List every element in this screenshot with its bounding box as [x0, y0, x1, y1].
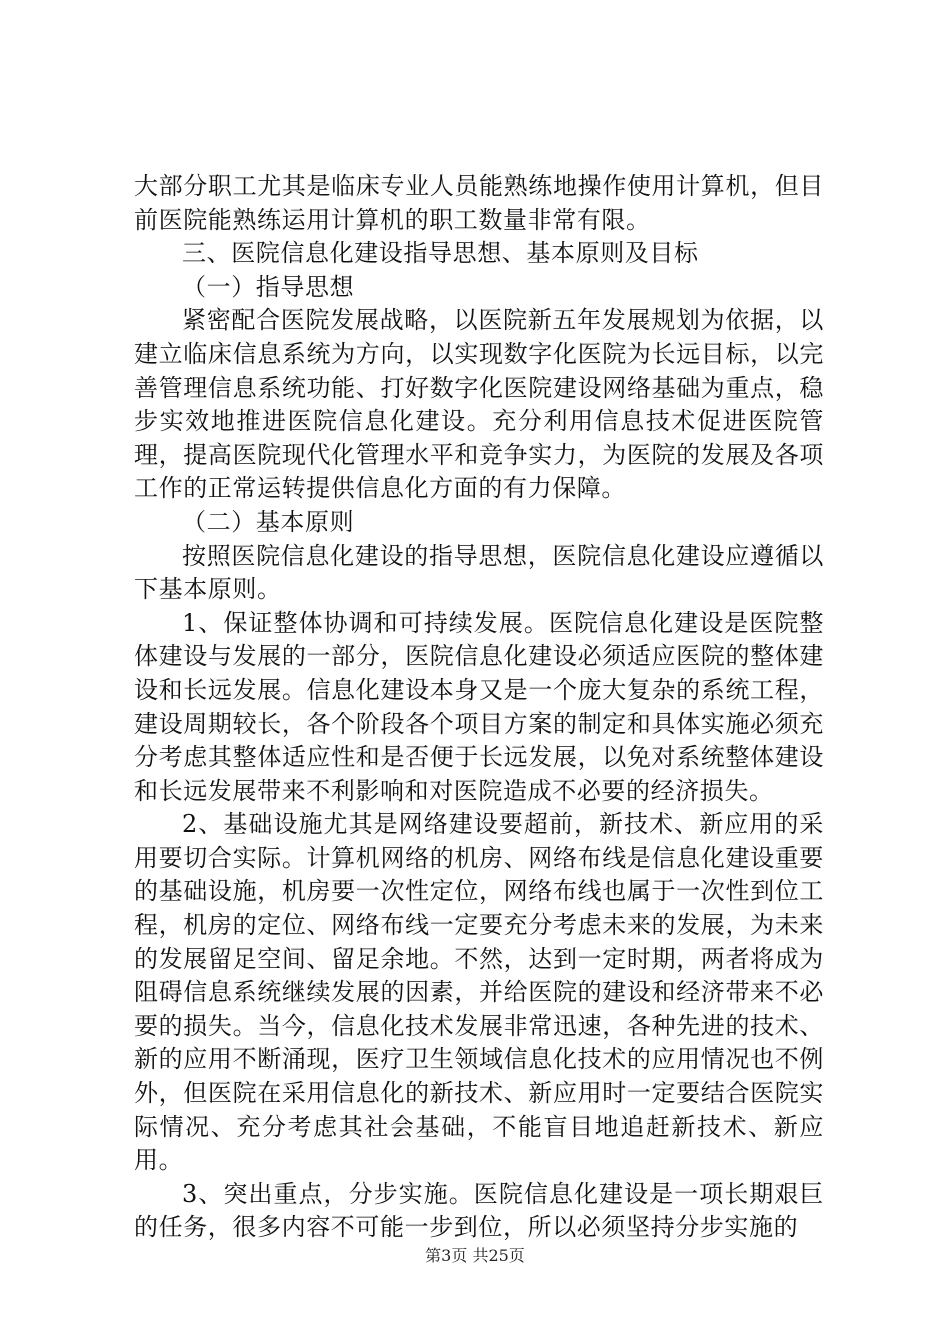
paragraph-principle-1: 1、保证整体协调和可持续发展。医院信息化建设是医院整体建设与发展的一部分，医院信息化建设必须适应医院的整体建设和长远发展。信息化建设本身又是一个庞大复杂的系统工程，建设周期较长，各个阶段各个项目方案的制定和具体实施必须充分考虑其整体适应性和是否便于长远发展，以免对系统整体建设和长远发展带来不利影响和对医院造成不必要的经济损失。	[134, 608, 824, 805]
paragraph-principle-2: 2、基础设施尤其是网络建设要超前，新技术、新应用的采用要切合实际。计算机网络的机房、网络布线是信息化建设重要的基础设施，机房要一次性定位，网络布线也属于一次性到位工程，机房的定位、网络布线一定要充分考虑未来的发展，为未来的发展留足空间、留足余地。不然，达到一定时期，两者将成为阻碍信息系统继续发展的因素，并给医院的建设和经济带来不必要的损失。当今，信息化技术发展非常迅速，各种先进的技术、新的应用不断涌现，医疗卫生领域信息化技术的应用情况也不例外，但医院在采用信息化的新技术、新应用时一定要结合医院实际情况、充分考虑其社会基础，不能盲目地追赶新技术、新应用。	[134, 810, 824, 1175]
subheading-basic-principles: （二）基本原则	[182, 507, 355, 536]
paragraph-principle-3: 3、突出重点，分步实施。医院信息化建设是一项长期艰巨的任务，很多内容不可能一步到位，所以必须坚持分步实施的	[134, 1179, 824, 1242]
subheading-guiding-ideology: （一）指导思想	[182, 272, 355, 301]
paragraph-principles-intro: 按照医院信息化建设的指导思想，医院信息化建设应遵循以下基本原则。	[134, 541, 824, 604]
body-text	[134, 170, 824, 1245]
page-number-footer: 第3页 共25页	[425, 1246, 525, 1265]
paragraph-guiding-ideology: 紧密配合医院发展战略，以医院新五年发展规划为依据，以建立临床信息系统为方向，以实现数字化医院为长远目标，以完善管理信息系统功能、打好数字化医院建设网络基础为重点，稳步实效地推进医院信息化建设。充分利用信息技术促进医院管理，提高医院现代化管理水平和竞争实力，为医院的发展及各项工作的正常运转提供信息化方面的有力保障。	[134, 306, 824, 503]
section-heading-3: 三、医院信息化建设指导思想、基本原则及目标	[182, 239, 699, 268]
paragraph-1: 大部分职工尤其是临床专业人员能熟练地操作使用计算机，但目前医院能熟练运用计算机的职工数量非常有限。	[134, 172, 824, 234]
